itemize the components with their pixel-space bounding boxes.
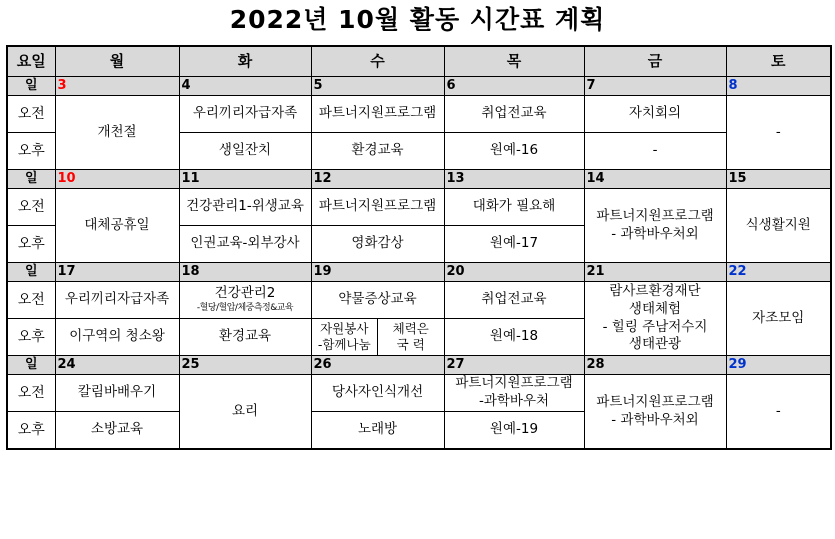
activity-cell: 영화감상 [311,226,444,263]
header-tue: 화 [179,46,311,77]
activity-cell-split [311,319,444,356]
date-cell: 4 [179,77,311,96]
activity-subline: -혈당/혈압/체중측정&교육 [196,302,294,313]
week1-date-row [7,77,831,96]
header-row [7,46,831,77]
pm-label: 오후 [7,319,55,356]
activity-cell: 원예-18 [444,319,584,356]
activity-line: 생태체험 [628,300,682,317]
date-cell: 27 [444,356,584,375]
date-cell: 10 [55,170,179,189]
activity-cell: 생일잔치 [179,133,311,170]
activity-cell [179,282,311,319]
date-cell: 21 [584,263,726,282]
date-cell: 5 [311,77,444,96]
sunday-label: 일 [7,263,55,282]
header-thu: 목 [444,46,584,77]
date-cell: 26 [311,356,444,375]
week3-am-row [7,282,831,319]
am-label: 오전 [7,282,55,319]
activity-cell: 우리끼리자급자족 [55,282,179,319]
activity-cell: 취업전교육 [444,96,584,133]
date-cell: 15 [726,170,831,189]
date-cell: 25 [179,356,311,375]
header-wed: 수 [311,46,444,77]
date-cell: 19 [311,263,444,282]
activity-cell: - [584,133,726,170]
date-cell: 13 [444,170,584,189]
activity-cell: 인권교육-외부강사 [179,226,311,263]
date-cell: 28 [584,356,726,375]
week2-am-row [7,189,831,226]
activity-cell: 원예-17 [444,226,584,263]
activity-cell: 취업전교육 [444,282,584,319]
activity-cell: 칼림바배우기 [55,375,179,412]
sunday-label: 일 [7,356,55,375]
schedule-table [6,45,832,450]
date-cell: 3 [55,77,179,96]
date-cell: 18 [179,263,311,282]
activity-cell: 개천절 [55,96,179,170]
activity-cell: 파트너지원프로그램 [311,96,444,133]
date-cell: 6 [444,77,584,96]
activity-line: 체력은 [392,321,429,337]
date-cell: 29 [726,356,831,375]
activity-cell: 소방교육 [55,412,179,450]
activity-line: - 힐링 주남저수지 [602,318,708,335]
activity-cell: 대화가 필요해 [444,189,584,226]
activity-cell: 건강관리1-위생교육 [179,189,311,226]
am-label: 오전 [7,96,55,133]
activity-line: - 과학바우처외 [611,225,699,242]
activity-cell: 원예-19 [444,412,584,450]
activity-cell: - [726,375,831,450]
sunday-label: 일 [7,170,55,189]
date-cell: 20 [444,263,584,282]
activity-cell: 우리끼리자급자족 [179,96,311,133]
activity-cell: 약물증상교육 [311,282,444,319]
activity-subcell [377,319,444,355]
activity-line: 자원봉사 [320,321,369,337]
week1-am-row [7,96,831,133]
activity-cell: 자치회의 [584,96,726,133]
date-cell: 11 [179,170,311,189]
activity-cell: 환경교육 [179,319,311,356]
week4-am-row [7,375,831,412]
date-cell: 24 [55,356,179,375]
date-cell: 14 [584,170,726,189]
activity-line: 건강관리2 [214,285,276,302]
pm-label: 오후 [7,226,55,263]
activity-line: 람사르환경재단 [609,283,701,300]
page-title: 2022년 10월 활동 시간표 계획 [229,5,606,34]
activity-line: 파트너지원프로그램 [596,207,714,224]
activity-cell: 원예-16 [444,133,584,170]
week4-date-row [7,356,831,375]
activity-line: -함께나눔 [317,337,371,352]
date-cell: 7 [584,77,726,96]
am-label: 오전 [7,375,55,412]
activity-line: 생태관광 [628,336,682,353]
activity-cell: - [726,96,831,170]
activity-cell [584,282,726,356]
header-fri: 금 [584,46,726,77]
activity-cell [444,375,584,412]
activity-cell: 요리 [179,375,311,450]
activity-cell [584,189,726,263]
activity-cell [584,375,726,450]
date-cell: 22 [726,263,831,282]
activity-line: 파트너지원프로그램 [455,375,573,392]
pm-label: 오후 [7,412,55,450]
header-day: 요일 [7,46,55,77]
activity-line: 국 력 [396,337,425,352]
activity-line: - 과학바우처외 [611,411,699,428]
activity-cell: 노래방 [311,412,444,450]
am-label: 오전 [7,189,55,226]
activity-line: -과학바우처 [478,393,550,409]
header-mon: 월 [55,46,179,77]
week2-date-row [7,170,831,189]
activity-line: 파트너지원프로그램 [596,393,714,410]
activity-cell: 자조모임 [726,282,831,356]
activity-cell: 대체공휴일 [55,189,179,263]
date-cell: 17 [55,263,179,282]
date-cell: 12 [311,170,444,189]
activity-subcell [312,319,378,355]
sunday-label: 일 [7,77,55,96]
pm-label: 오후 [7,133,55,170]
activity-cell: 식생활지원 [726,189,831,263]
activity-cell: 파트너지원프로그램 [311,189,444,226]
activity-cell: 당사자인식개선 [311,375,444,412]
activity-cell: 이구역의 청소왕 [55,319,179,356]
week3-date-row [7,263,831,282]
activity-cell: 환경교육 [311,133,444,170]
date-cell: 8 [726,77,831,96]
header-sat: 토 [726,46,831,77]
